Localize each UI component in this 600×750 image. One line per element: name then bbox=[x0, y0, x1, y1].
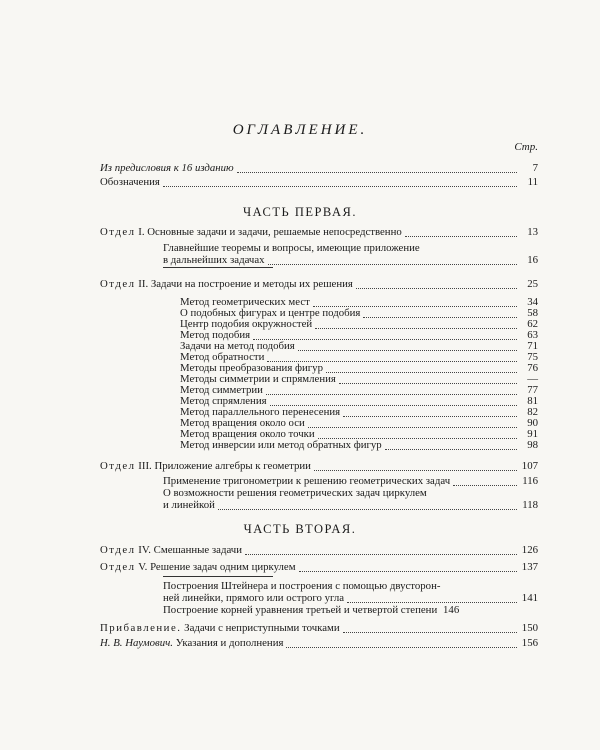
entry-page: 76 bbox=[527, 362, 538, 374]
entry-page: 81 bbox=[527, 395, 538, 407]
entry-text: Методы преобразования фигур bbox=[180, 362, 323, 374]
entry-page: 90 bbox=[527, 417, 538, 429]
otdel-label: Отдел bbox=[100, 278, 136, 290]
otdel-label: Отдел bbox=[100, 226, 136, 238]
section-rule bbox=[163, 267, 273, 268]
leader-dots bbox=[405, 236, 517, 237]
entry-text: Задачи на построение и методы их решения bbox=[150, 278, 353, 290]
entry-page: 150 bbox=[521, 622, 538, 634]
entry-text: Метод параллельного перенесения bbox=[180, 406, 341, 418]
entry-text: Методы симметрии и спрямления bbox=[180, 373, 336, 385]
entry-text: Задачи на метод подобия bbox=[180, 340, 295, 352]
entry-page: 156 bbox=[521, 637, 538, 649]
entry-page: 58 bbox=[527, 307, 538, 319]
entry-page: 75 bbox=[527, 351, 538, 363]
entry-text: Основные задачи и задачи, решаемые непосредственно bbox=[147, 226, 402, 238]
entry-text: Метод геометрических мест bbox=[180, 296, 310, 308]
leader-dots bbox=[268, 264, 517, 265]
entry-page: 126 bbox=[521, 544, 538, 556]
entry-text: Метод симметрии bbox=[180, 384, 263, 396]
entry-text: Метод подобия bbox=[180, 329, 251, 341]
entry-page: 141 bbox=[521, 592, 538, 604]
toc-entry-otdel-3 bbox=[100, 460, 538, 473]
toc-entry-otdel-3-sub bbox=[163, 499, 538, 512]
entry-text-line2: ней линейки, прямого или острого угла bbox=[163, 592, 345, 604]
author-name: Н. В. Наумович. bbox=[100, 637, 173, 649]
entry-text-line1: Главнейшие теоремы и вопросы, имеющие приложение bbox=[163, 242, 420, 254]
leader-dots bbox=[453, 485, 517, 486]
otdel-label: Отдел bbox=[100, 561, 136, 573]
entry-text: Метод инверсии или метод обратных фигур bbox=[180, 439, 382, 451]
leader-dots bbox=[347, 602, 517, 603]
entry-text: Метод спрямления bbox=[180, 395, 267, 407]
entry-page: 91 bbox=[527, 428, 538, 440]
entry-text: Метод вращения около оси bbox=[180, 417, 305, 429]
entry-page: 63 bbox=[527, 329, 538, 341]
entry-page: 34 bbox=[527, 296, 538, 308]
entry-text: Метод обратности bbox=[180, 351, 265, 363]
entry-text: Решение задач одним циркулем bbox=[150, 561, 296, 573]
leader-dots bbox=[314, 470, 517, 471]
otdel-number: V. bbox=[138, 561, 148, 573]
entry-text: Центр подобия окружностей bbox=[180, 318, 313, 330]
entry-page: 98 bbox=[527, 439, 538, 451]
entry-page: 13 bbox=[527, 226, 538, 238]
toc-entry-notation bbox=[100, 176, 538, 189]
entry-page: 77 bbox=[527, 384, 538, 396]
toc-entry-otdel-5 bbox=[100, 561, 538, 574]
entry-page: 11 bbox=[527, 176, 538, 188]
entry-text-line2: и линейкой bbox=[163, 499, 215, 511]
entry-page: 7 bbox=[532, 162, 538, 174]
entry-page: 107 bbox=[521, 460, 538, 472]
toc-title: ОГЛАВЛЕНИЕ. bbox=[232, 122, 368, 138]
entry-page: 16 bbox=[527, 254, 538, 266]
section-rule bbox=[163, 576, 273, 577]
toc-entry-otdel-5-sub bbox=[163, 604, 538, 617]
entry-text: Приложение алгебры к геометрии bbox=[154, 460, 311, 472]
toc-entry-naumovich bbox=[100, 637, 538, 650]
toc-entry-method bbox=[180, 439, 538, 452]
otdel-number: I. bbox=[138, 226, 145, 238]
toc-entry-otdel-1-sub bbox=[163, 254, 538, 267]
otdel-label: Отдел bbox=[100, 544, 136, 556]
toc-entry-appendix bbox=[100, 622, 538, 635]
entry-page: 62 bbox=[527, 318, 538, 330]
otdel-number: II. bbox=[138, 278, 149, 290]
leader-dots bbox=[385, 449, 517, 450]
toc-entry-otdel-1 bbox=[100, 226, 538, 239]
toc-entry-preface bbox=[100, 162, 538, 175]
entry-page: — bbox=[527, 373, 538, 385]
leader-dots bbox=[245, 554, 517, 555]
leader-dots bbox=[299, 571, 517, 572]
page-column-label: Стр. bbox=[514, 141, 538, 153]
otdel-number: III. bbox=[138, 460, 152, 472]
entry-page: 82 bbox=[527, 406, 538, 418]
entry-text-line1: Построения Штейнера и построения с помощью двусторон- bbox=[163, 580, 441, 592]
leader-dots bbox=[237, 172, 517, 173]
leader-dots bbox=[286, 647, 517, 648]
part-two-heading: ЧАСТЬ ВТОРАЯ. bbox=[243, 522, 357, 536]
leader-dots bbox=[356, 288, 517, 289]
leader-dots bbox=[163, 186, 517, 187]
entry-page: 116 bbox=[522, 475, 538, 487]
entry-text: О подобных фигурах и центре подобия bbox=[180, 307, 361, 319]
entry-text: Из предисловия к 16 изданию bbox=[100, 162, 234, 174]
leader-dots bbox=[343, 632, 517, 633]
entry-text: Смешанные задачи bbox=[153, 544, 243, 556]
appendix-label: Прибавление. bbox=[100, 622, 182, 634]
entry-page: 71 bbox=[527, 340, 538, 352]
entry-page: 137 bbox=[521, 561, 538, 573]
entry-page: 118 bbox=[522, 499, 538, 511]
part-one-heading: ЧАСТЬ ПЕРВАЯ. bbox=[243, 205, 357, 219]
entry-text: Метод вращения около точки bbox=[180, 428, 315, 440]
toc-entry-otdel-4 bbox=[100, 544, 538, 557]
otdel-number: IV. bbox=[138, 544, 151, 556]
entry-text: Применение тригонометрии к решению геометрических задач bbox=[163, 475, 451, 487]
leader-dots bbox=[218, 509, 517, 510]
entry-text-line2: в дальнейших задачах bbox=[163, 254, 265, 266]
entry-text: Обозначения bbox=[100, 176, 160, 188]
entry-text: Построение корней уравнения третьей и четвертой степени bbox=[163, 604, 438, 616]
entry-text: Указания и дополнения bbox=[175, 637, 284, 649]
entry-page: 146 bbox=[443, 604, 460, 616]
toc-entry-otdel-2 bbox=[100, 278, 538, 291]
entry-text: Задачи с неприступными точками bbox=[184, 622, 340, 634]
otdel-label: Отдел bbox=[100, 460, 136, 472]
entry-text-line1: О возможности решения геометрических задач циркулем bbox=[163, 487, 427, 499]
entry-page: 25 bbox=[527, 278, 538, 290]
